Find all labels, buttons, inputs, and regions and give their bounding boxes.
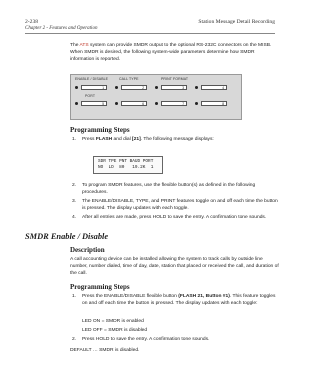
step-number: 3.: [72, 199, 77, 204]
step-text: Press FLASH and dial [21]. The following message displays:: [82, 137, 214, 142]
lcd-display: [93, 156, 163, 174]
programming-steps-heading-2: Programming Steps: [70, 283, 130, 291]
led-icon: [115, 86, 118, 89]
step-number: 4.: [72, 215, 77, 220]
panel-label-port: PORT: [85, 94, 96, 98]
flex-button-8[interactable]: [201, 101, 227, 106]
led-icon: [75, 86, 78, 89]
description-heading: Description: [70, 246, 105, 254]
button-number: 8: [222, 102, 224, 107]
step-text: Press the ENABLE/DISABLE flexible button (FLASH 21, Button #1). This feature toggles on and off each time the button is pressed. The display updates with each toggle:: [82, 294, 276, 306]
step-number: 2.: [72, 183, 77, 188]
flex-button-1[interactable]: [81, 85, 107, 90]
button-number: 7: [182, 102, 184, 107]
button-number: 5: [102, 102, 104, 107]
flexible-button-panel: [70, 74, 242, 120]
led-icon: [155, 102, 158, 105]
led-icon: [195, 86, 198, 89]
step-text: The ENABLE/DISABLE, TYPE, and PRINT features toggle on and off each time the button is pressed. The display updates with each toggle.: [82, 199, 278, 211]
default-text: DEFAULT … SMDR is disabled.: [70, 348, 140, 353]
chapter-title: Chapter 2 - Features and Operation: [25, 26, 98, 31]
flex-button-4[interactable]: [201, 85, 227, 90]
panel-label-print-format: PRINT FORMAT: [161, 77, 189, 81]
step-number: 1.: [72, 294, 77, 299]
step-text: To program SMDR features, use the flexible button(s) as defined in the following procedures.: [82, 183, 256, 195]
step-number: 2.: [72, 337, 77, 342]
led-off-text: LED OFF = SMDR is disabled: [82, 328, 148, 333]
led-icon: [195, 102, 198, 105]
intro-text-start: The: [70, 43, 80, 48]
ats-link[interactable]: ATS: [79, 43, 89, 48]
button-number: 3: [182, 86, 184, 91]
button-reference: (FLASH 21, Button #1): [178, 294, 230, 299]
panel-label-call-type: CALL TYPE: [119, 77, 139, 81]
led-icon: [155, 86, 158, 89]
programming-steps-heading: Programming Steps: [70, 126, 130, 134]
flex-button-3[interactable]: [161, 85, 187, 90]
button-number: 2: [142, 86, 144, 91]
dial-code: [21]: [132, 137, 141, 142]
button-number: 1: [102, 86, 104, 91]
led-icon: [75, 102, 78, 105]
step-text: After all entries are made, press HOLD to save the entry. A confirmation tone sounds.: [82, 215, 267, 220]
button-number: 6: [142, 102, 144, 107]
flex-button-7[interactable]: [161, 101, 187, 106]
smdr-enable-title: SMDR Enable / Disable: [25, 232, 109, 241]
flex-button-5[interactable]: [81, 101, 107, 106]
intro-text-end: system can provide SMDR output to the optional RS-232C connectors on the MISB. When SMDR is desired, the following system-wide parameters determine how SMDR information is reported.: [70, 43, 272, 62]
flex-button-2[interactable]: [121, 85, 147, 90]
header-rule: [25, 33, 275, 34]
button-number: 4: [222, 86, 224, 91]
section-title: Station Message Detail Recording: [198, 19, 275, 25]
flash-key-label: FLASH: [95, 137, 113, 142]
step-text: Press HOLD to save the entry. A confirmation tone sounds.: [82, 337, 210, 342]
panel-label-enable-disable: ENABLE / DISABLE: [75, 77, 109, 81]
led-on-text: LED ON = SMDR is enabled: [82, 319, 144, 324]
step-number: 1.: [72, 137, 77, 142]
display-line-1: SDR TPE PNT BAUD PORT: [98, 159, 154, 164]
page-number: 2-238: [25, 19, 39, 25]
flex-button-6[interactable]: [121, 101, 147, 106]
led-icon: [115, 102, 118, 105]
description-paragraph: A call accounting device can be installed allowing the system to track calls by outside line number, number dialed, time of day, date, station that placed or received the call, and duration of the call.: [70, 257, 279, 276]
display-line-2: NO LD 80 19.2K 1: [98, 165, 154, 170]
intro-paragraph: [70, 43, 280, 63]
